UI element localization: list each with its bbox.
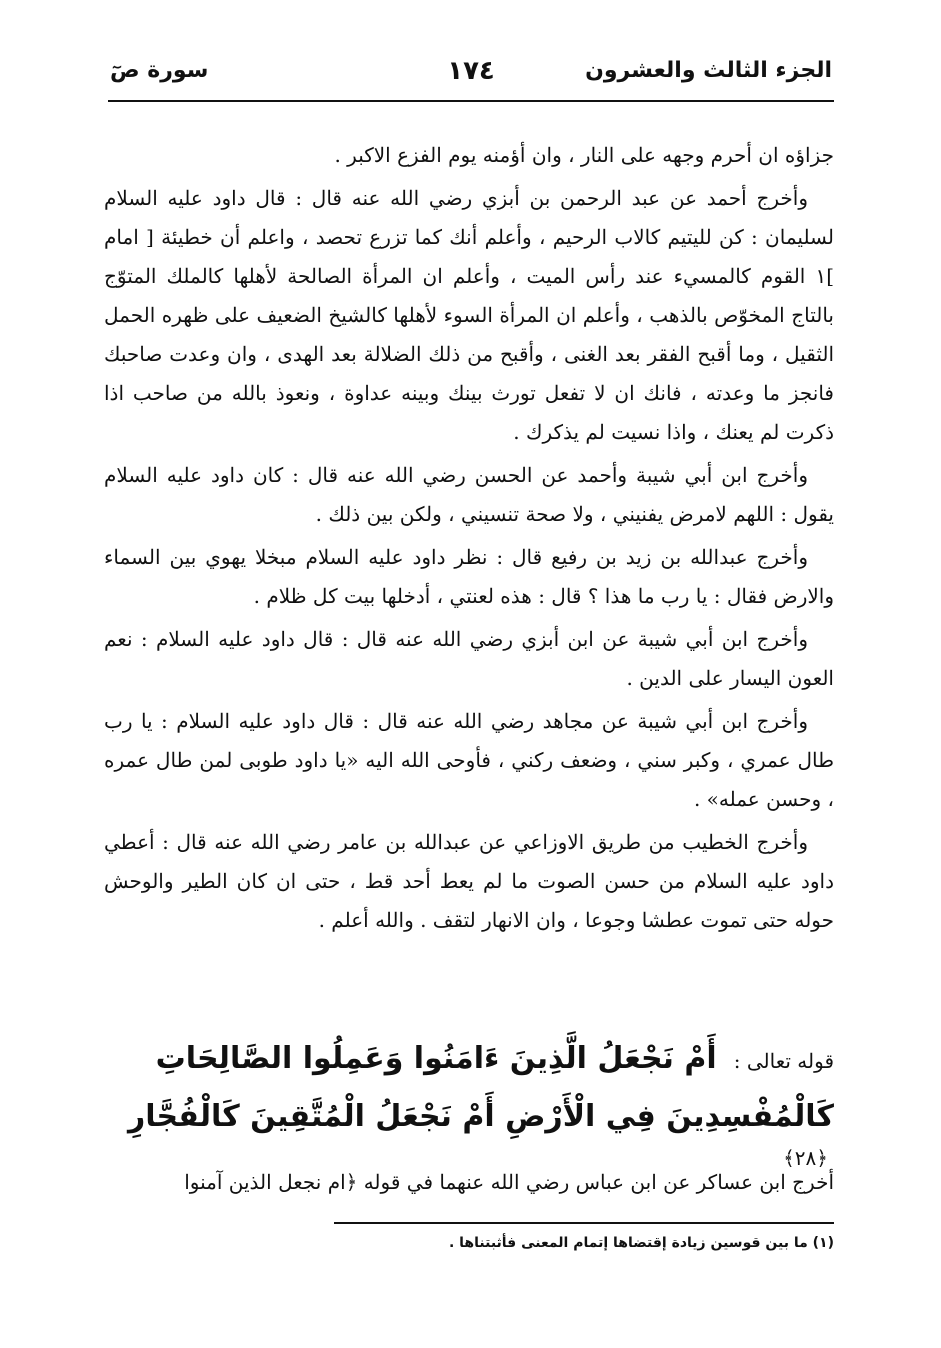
commentary-line: أخرج ابن عساكر عن ابن عباس رضي الله عنهما في قوله ﴿ام نجعل الذين آمنوا xyxy=(184,1170,834,1194)
verse-intro: قوله تعالى : xyxy=(733,1049,834,1073)
ayah-number-marker: ﴿٢٨﴾ xyxy=(783,1146,828,1170)
paragraph-7: وأخرج الخطيب من طريق الاوزاعي عن عبدالله بن عامر رضي الله عنه قال : أعطي داود عليه السلام من حسن الصوت ما لم يعط أحد قط ، حتى ان كان الطير والوحش حوله حتى تموت عطشا وجوعا ، وان الانهار لتقف . والله أعلم . xyxy=(104,830,834,932)
paragraph-4: وأخرج عبدالله بن زيد بن رفيع قال : نظر داود عليه السلام مبخلا يهوي بين السماء والارض فقال : يا رب ما هذا ؟ قال : هذه لعنتي ، أدخلها بيت كل ظلام . xyxy=(104,545,834,608)
page-number: ١٧٤ xyxy=(447,56,495,86)
header-divider xyxy=(108,100,834,102)
paragraph-2: وأخرج أحمد عن عبد الرحمن بن أبزي رضي الله عنه قال : قال داود عليه السلام لسليمان : كن لليتيم كالاب الرحيم ، وأعلم أنك كما تزرع تحصد ، واعلم أن خطيئة [ امام ]١ القوم كالمسيء عند رأس الميت ، وأعلم ان المرأة الصالحة لأهلها كالملك المتوّج بالتاج المخوّص بالذهب ، وأعلم ان المرأة السوء لأهلها كالشيخ الضعيف على ظهره الحمل الثقيل ، وما أقبح الفقر بعد الغنى ، وأقبح من ذلك الضلالة بعد الهدى ، وان وعدت صاحبك فانجز ما وعدته ، فانك ان لا تفعل تورث بينك وبينه عداوة ، ونعوذ بالله من صاحب اذا ذكرت لم يعنك ، واذا نسيت لم يذكرك . xyxy=(104,186,834,444)
running-header xyxy=(110,52,832,92)
paragraph-5: وأخرج ابن أبي شيبة عن ابن أبزي رضي الله عنه قال : قال داود عليه السلام : نعم العون اليسار على الدين . xyxy=(104,627,834,690)
footnote-divider xyxy=(334,1222,834,1224)
paragraph-1: جزاؤه ان أحرم وجهه على النار ، وان أؤمنه يوم الفزع الاكبر . xyxy=(334,143,834,167)
header-part-title: الجزء الثالث والعشرون xyxy=(585,58,832,83)
paragraph-6: وأخرج ابن أبي شيبة عن مجاهد رضي الله عنه قال : قال داود عليه السلام : يا رب طال عمري ، وكبر سني ، وضعف ركني ، فأوحى الله اليه «يا داود طوبى لمن طال عمره ، وحسن عمله» . xyxy=(104,709,834,811)
paragraph-3: وأخرج ابن أبي شيبة وأحمد عن الحسن رضي الله عنه قال : كان داود عليه السلام يقول : اللهم لامرض يفنيني ، ولا صحة تنسيني ، ولكن بين ذلك . xyxy=(104,463,834,526)
verse-text: أَمْ نَجْعَلُ الَّذِينَ ءَامَنُوا وَعَمِلُوا الصَّالِحَاتِ كَالْمُفْسِدِينَ فِي الْأَرْضِ أَمْ نَجْعَلُ الْمُتَّقِينَ كَالْفُجَّارِ xyxy=(127,1041,834,1134)
footnote: (١) ما بين قوسين زيادة إقتضاها إتمام المعنى فأثبتناها . xyxy=(448,1235,834,1251)
header-surah-title: سورة صٓ xyxy=(110,58,209,83)
quran-verse-block xyxy=(100,1030,834,1170)
main-text xyxy=(104,136,834,944)
